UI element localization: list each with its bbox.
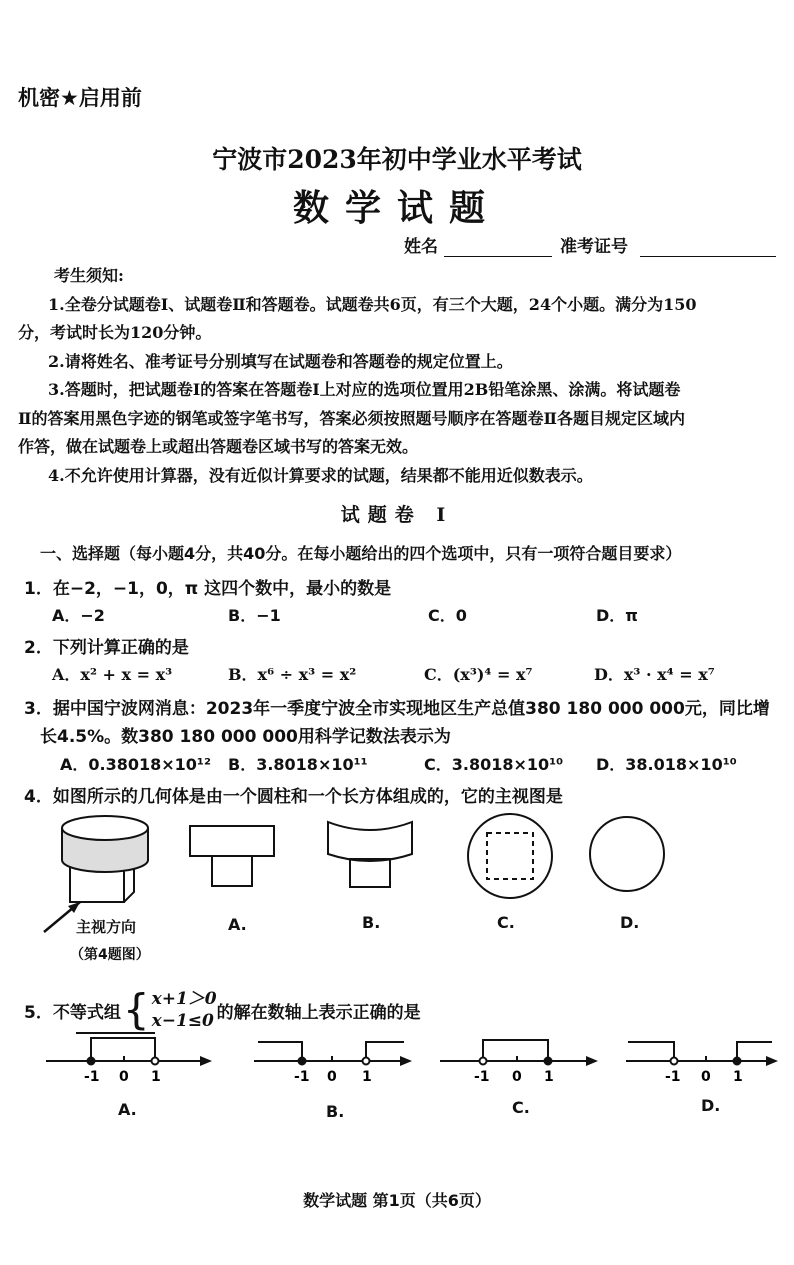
name-id-row: [404, 232, 776, 257]
inequality-2: x−1≤0: [151, 1011, 214, 1031]
confidential-label: 机密★启用前: [18, 86, 142, 110]
q1-option-a: A．−2: [52, 606, 105, 625]
q1-option-b: B．−1: [228, 606, 281, 625]
tick-c-1: 1: [544, 1069, 554, 1085]
tick-d-0: 0: [701, 1069, 711, 1085]
section-title: 试题卷 Ⅰ: [340, 504, 454, 526]
number-line-a: [46, 1033, 212, 1066]
q3-stem-line1: 3．据中国宁波网消息：2023年一季度宁波全市实现地区生产总值380 180 000 000元，同比增: [24, 699, 770, 719]
exam-title: 宁波市2023年初中学业水平考试: [212, 145, 582, 174]
q4-stem: 4．如图所示的几何体是由一个圆柱和一个长方体组成的，它的主视图是: [24, 787, 563, 807]
q1-option-c: C．0: [428, 606, 467, 625]
q3-option-b: B．3.8018×10¹¹: [228, 755, 368, 774]
tick-c-neg1: -1: [474, 1069, 490, 1085]
q2-stem: 2．下列计算正确的是: [24, 638, 189, 658]
tick-b-1: 1: [362, 1069, 372, 1085]
notice-item-1b: 分，考试时长为120分钟。: [18, 323, 212, 342]
q5-option-d: D.: [701, 1096, 721, 1115]
tick-a-0: 0: [119, 1069, 129, 1085]
q2-option-c: C．(x³)⁴ = x⁷: [424, 665, 533, 684]
q1-stem: 1．在−2，−1，0，π 这四个数中，最小的数是: [24, 579, 392, 599]
q5-number-lines: [0, 1028, 794, 1088]
tick-a-neg1: -1: [84, 1069, 100, 1085]
q4-option-b: B.: [362, 913, 381, 932]
q4-figure-caption: （第4题图）: [70, 947, 150, 963]
tick-c-0: 0: [512, 1069, 522, 1085]
inequality-system: [152, 988, 217, 1032]
q5-stem-suffix: 的解在数轴上表示正确的是: [216, 1002, 421, 1023]
q4-option-d: D.: [620, 913, 640, 932]
tick-d-1: 1: [733, 1069, 743, 1085]
notice-item-4: 4.不允许使用计算器，没有近似计算要求的试题，结果都不能用近似数表示。: [48, 465, 593, 485]
notice-item-2: 2.请将姓名、准考证号分别填写在试题卷和答题卷的规定位置上。: [48, 351, 513, 371]
q4-option-a: A.: [228, 915, 247, 934]
q5-option-c: C.: [512, 1098, 530, 1117]
number-line-b: [254, 1042, 412, 1066]
q4-option-d-figure: [590, 817, 664, 891]
number-line-d: [626, 1042, 778, 1066]
section-instruction: 一、选择题（每小题4分，共40分。在每小题给出的四个选项中，只有一项符合题目要求）: [40, 544, 682, 563]
q5-stem: [24, 985, 421, 1034]
page-footer: 数学试题 第1页（共6页）: [303, 1191, 491, 1210]
q5-option-a: A.: [118, 1100, 137, 1119]
notice-heading: 考生须知:: [54, 266, 124, 285]
tick-a-1: 1: [151, 1069, 161, 1085]
notice-item-3b: Ⅱ的答案用黑色字迹的钢笔或签字笔书写，答案必须按照题号顺序在答题卷Ⅱ各题目规定区域内: [18, 408, 685, 428]
q4-option-c: C.: [497, 913, 515, 932]
q5-option-b: B.: [326, 1102, 345, 1121]
notice-item-3a: 3.答题时，把试题卷Ⅰ的答案在答题卷Ⅰ上对应的选项位置用2B铅笔涂黑、涂满。将试题卷: [48, 380, 681, 399]
view-direction-label: 主视方向: [76, 918, 137, 936]
id-blank: [640, 238, 776, 257]
q4-option-c-figure: [468, 814, 552, 898]
q3-stem-line2: 长4.5%。数380 180 000 000用科学记数法表示为: [40, 727, 451, 747]
q3-option-c: C．3.8018×10¹⁰: [424, 755, 564, 774]
brace-icon: {: [122, 985, 150, 1034]
q2-option-b: B．x⁶ ÷ x³ = x²: [228, 665, 357, 684]
q5-stem-prefix: 5．不等式组: [24, 1002, 121, 1023]
number-line-c: [440, 1040, 598, 1066]
tick-b-0: 0: [327, 1069, 337, 1085]
name-blank: [444, 238, 552, 257]
name-label: 姓名: [404, 237, 438, 257]
notice-item-1a: 1.全卷分试题卷Ⅰ、试题卷Ⅱ和答题卷。试题卷共6页，有三个大题，24个小题。满分为150: [48, 294, 697, 314]
q1-option-d: D．π: [596, 606, 638, 625]
q3-option-d: D．38.018×10¹⁰: [596, 755, 737, 774]
tick-d-neg1: -1: [665, 1069, 681, 1085]
q4-solid-figure: [62, 816, 148, 902]
q4-option-b-figure: [328, 822, 412, 887]
tick-b-neg1: -1: [294, 1069, 310, 1085]
inequality-1: x+1＞0: [151, 989, 217, 1009]
exam-notice: [18, 262, 790, 490]
q2-option-d: D．x³ · x⁴ = x⁷: [594, 665, 715, 684]
subject-title: 数学试题: [292, 187, 501, 229]
q3-option-a: A．0.38018×10¹²: [60, 755, 211, 774]
notice-item-3c: 作答，做在试题卷上或超出答题卷区域书写的答案无效。: [18, 437, 419, 456]
q2-option-a: A．x² + x = x³: [52, 665, 173, 684]
q4-option-a-figure: [190, 826, 274, 886]
id-label: 准考证号: [560, 237, 628, 257]
